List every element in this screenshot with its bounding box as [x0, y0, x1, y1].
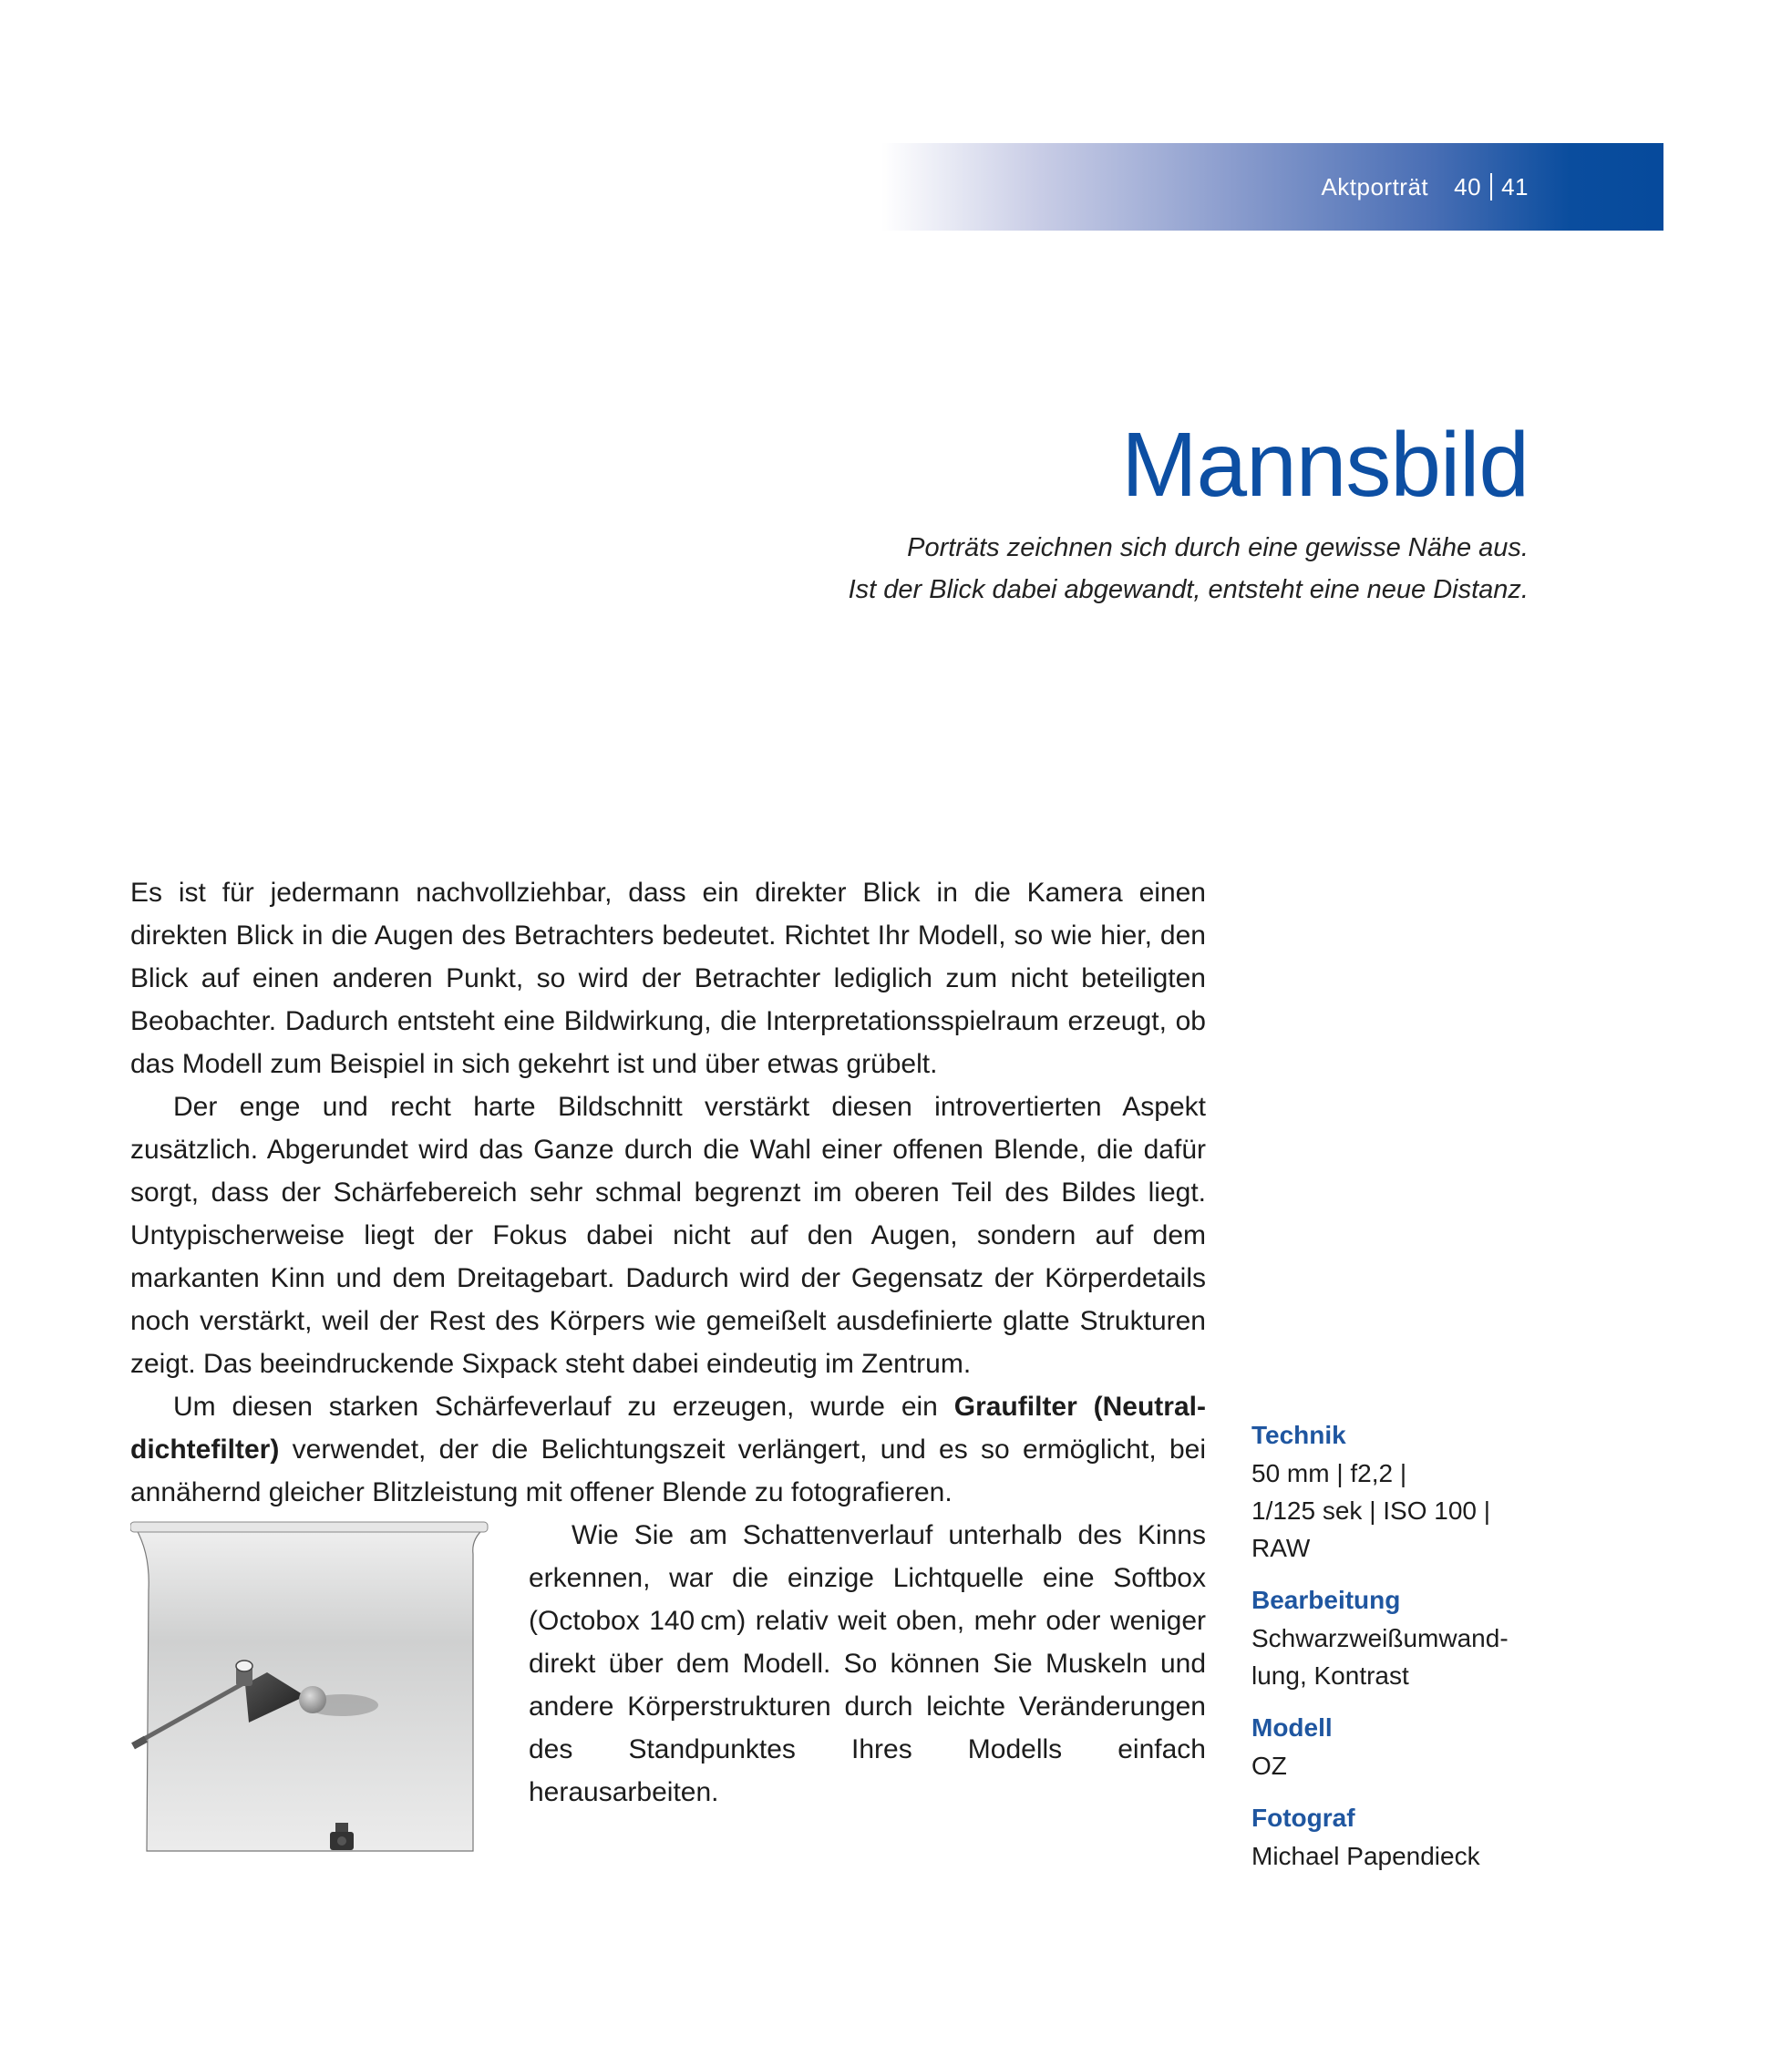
bearbeitung-line-1: Schwarzweißumwand- [1251, 1624, 1509, 1652]
running-header [1321, 143, 1529, 231]
modell-group [1251, 1709, 1561, 1784]
modell-label: Modell [1251, 1713, 1333, 1742]
technik-group [1251, 1416, 1561, 1567]
paragraph-3 [130, 1385, 1206, 1514]
subtitle-line-2: Ist der Blick dabei abgewandt, entsteht eine neue Distanz. [848, 575, 1529, 604]
paragraph-2: Der enge und recht harte Bildschnitt verstärkt diesen introvertierten Aspekt zusätzlich. Abgerundet wird das Ganze durch die Wahl einer offenen Blende, die dafür sorgt, dass der Schärfebereich sehr schmal begrenzt im oberen Teil des Bildes liegt. Untypischerweise liegt der Fokus dabei nicht auf den Augen, sondern auf dem markanten Kinn und dem Dreitagebart. Dadurch wird der Gegensatz der Körperdetails noch verstärkt, weil der Rest des Körpers wie gemeißelt ausdefinierte glatte Strukturen zeigt. Das beeindruckende Sixpack steht dabei eindeutig im Zentrum. [130, 1092, 1206, 1379]
paragraph-1: Es ist für jedermann nachvollziehbar, dass ein direkter Blick in die Kamera einen direkten Blick in die Augen des Betrachters bedeutet. Richtet Ihr Modell, so wie hier, den Blick auf einen anderen Punkt, so wird der Betrachter lediglich zum nicht beteiligten Beobachter. Dadurch entsteht eine Bildwirkung, die Interpretationsspielraum erzeugt, ob das Modell zum Beispiel in sich gekehrt ist und über etwas grübelt. [130, 878, 1206, 1079]
article-title: Mannsbild [1121, 414, 1529, 516]
page-separator [1490, 173, 1492, 201]
technik-label: Technik [1251, 1421, 1346, 1449]
modell-value: OZ [1251, 1752, 1287, 1780]
graufilter-term: Graufilter (Neutraldichtefilter) [130, 1392, 1206, 1465]
technik-line-3: RAW [1251, 1534, 1311, 1562]
lighting-setup-illustration [130, 1517, 495, 1860]
fotograf-group [1251, 1799, 1561, 1875]
article-subtitle [849, 527, 1529, 611]
backdrop-roll-icon [130, 1522, 488, 1532]
fotograf-label: Fotograf [1251, 1804, 1355, 1832]
photo-info-sidebar [1251, 1416, 1561, 1889]
bearbeitung-line-2: lung, Kontrast [1251, 1661, 1409, 1690]
lighting-diagram [130, 1517, 529, 1860]
paragraph-4: Wie Sie am Schattenverlauf unterhalb des Kinns erkennen, war die einzige Lichtquelle eine Softbox (Octobox 140 cm) relativ weit oben, mehr oder weniger direkt über dem Modell. So können Sie Muskeln und andere Körperstrukturen durch leichte Veränderungen des Standpunktes Ihres Modells einfach herausarbeiten. [529, 1520, 1206, 1807]
running-header-band [881, 143, 1663, 231]
bearbeitung-group [1251, 1581, 1561, 1694]
technik-line-1: 50 mm | f2,2 | [1251, 1459, 1407, 1487]
fotograf-value: Michael Papendieck [1251, 1842, 1480, 1870]
article-body [130, 871, 1206, 1860]
model-head-icon [299, 1686, 326, 1713]
page-number-right: 41 [1501, 173, 1529, 201]
bearbeitung-label: Bearbeitung [1251, 1586, 1401, 1614]
subtitle-line-1: Porträts zeichnen sich durch eine gewisse Nähe aus. [907, 533, 1529, 562]
technik-line-2: 1/125 sek | ISO 100 | [1251, 1496, 1491, 1525]
page-number-left: 40 [1454, 173, 1482, 201]
paragraph-3-text-a: Um diesen starken Schärfeverlauf zu erzeugen, wurde ein [173, 1392, 954, 1422]
paragraph-3-text-b: verwendet, der die Belichtungszeit verlängert, und es so ermöglicht, bei annähernd gleicher Blitzleistung mit offener Blende zu fotografieren. [130, 1435, 1206, 1507]
section-title: Aktporträt [1321, 173, 1429, 201]
